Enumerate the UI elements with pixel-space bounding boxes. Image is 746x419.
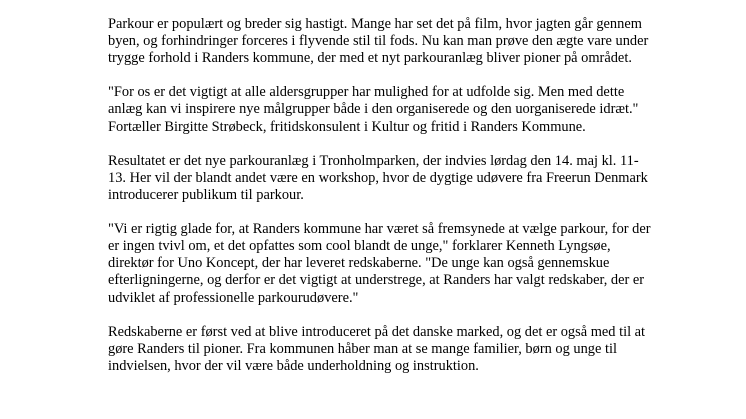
paragraph-closing: Redskaberne er først ved at blive introduceret på det danske marked, og det er også med til at gøre Randers til pioner. Fra kommunen håber man at se mange familier, børn og unge til indvielsen, hvor der vil være både underholdning og instruktion.	[108, 323, 646, 374]
paragraph-quote-strobeck: "For os er det vigtigt at alle aldersgrupper har mulighed for at udfolde sig. Men med dette anlæg kan vi inspirere nye målgrupper både i den organiserede og den uorganiserede idræt." Fortæller Birgitte Strøbeck, fritidskonsulent i Kultur og fritid i Randers Kommune.	[108, 84, 639, 135]
paragraph-quote-lyngsoe: "Vi er rigtig glade for, at Randers kommune har været så fremsynede at vælge parkour, for der er ingen tvivl om, et det opfattes som cool blandt de unge," forklarer Kenneth Lyngsøe, direktør for Uno Koncept, der har leveret redskaberne. "De unge kan også gennemskue efterligningerne, og derfor er det vigtigt at understrege, at Randers har valgt redskaber, der er udviklet af professionelle parkourudøvere."	[108, 221, 651, 306]
paragraph-event-info: Resultatet er det nye parkouranlæg i Tronholmparken, der indvies lørdag den 14. maj kl. 11-13. Her vil der blandt andet være en workshop, hvor de dygtige udøvere fra Freerun Denmark introducerer publikum til parkour.	[108, 152, 648, 203]
paragraph-intro: Parkour er populært og breder sig hastigt. Mange har set det på film, hvor jagten går gennem byen, og forhindringer forceres i flyvende stil til fods. Nu kan man prøve den ægte vare under trygge forhold i Randers kommune, der med et nyt parkouranlæg bliver pioner på området.	[108, 16, 649, 67]
document-body	[108, 0, 656, 392]
